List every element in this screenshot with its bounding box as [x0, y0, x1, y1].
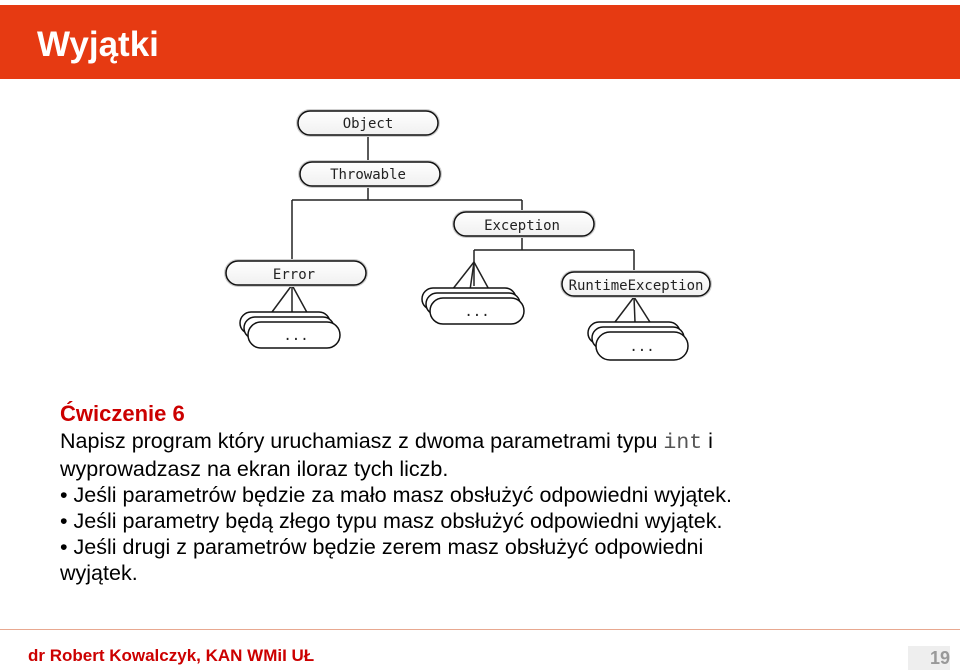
error-node: [224, 259, 368, 287]
throwable-label: Throwable: [330, 167, 406, 183]
intro-text: Napisz program który uruchamiasz z dwoma parametrami typu: [60, 429, 664, 453]
exception-label: Exception: [484, 218, 560, 234]
bullet-item: • Jeśli drugi z parametrów będzie zerem masz obsłużyć odpowiedni: [60, 534, 940, 560]
exception-ellipsis: ...: [464, 304, 490, 320]
slide-title: Wyjątki: [37, 25, 159, 64]
runtime-ellipsis: ...: [629, 339, 655, 355]
runtime-exception-node: [560, 270, 712, 298]
author-credit: dr Robert Kowalczyk, KAN WMiI UŁ: [28, 646, 315, 665]
intro-text-end: i: [702, 429, 713, 453]
error-ellipsis: ...: [283, 328, 309, 344]
throwable-node: [298, 160, 442, 188]
runtime-exception-label: RuntimeException: [568, 278, 704, 294]
exercise-heading: Ćwiczenie 6: [60, 401, 185, 426]
error-label: Error: [272, 267, 316, 283]
bullet-item: • Jeśli parametrów będzie za mało masz obsłużyć odpowiedni wyjątek.: [60, 482, 940, 508]
exercise-intro: [60, 428, 940, 456]
int-keyword: int: [663, 431, 703, 455]
page-number: 19: [908, 646, 950, 670]
object-label: Object: [342, 116, 394, 132]
exercise-text: [60, 400, 940, 586]
object-node: [296, 109, 440, 137]
bullet-continuation: wyjątek.: [60, 561, 138, 585]
bullet-item: • Jeśli parametry będą złego typu masz obsłużyć odpowiedni wyjątek.: [60, 508, 940, 534]
exercise-intro-line2: wyprowadzasz na ekran iloraz tych liczb.: [60, 457, 449, 481]
footer-divider: [0, 629, 960, 630]
exception-node: [452, 210, 596, 238]
